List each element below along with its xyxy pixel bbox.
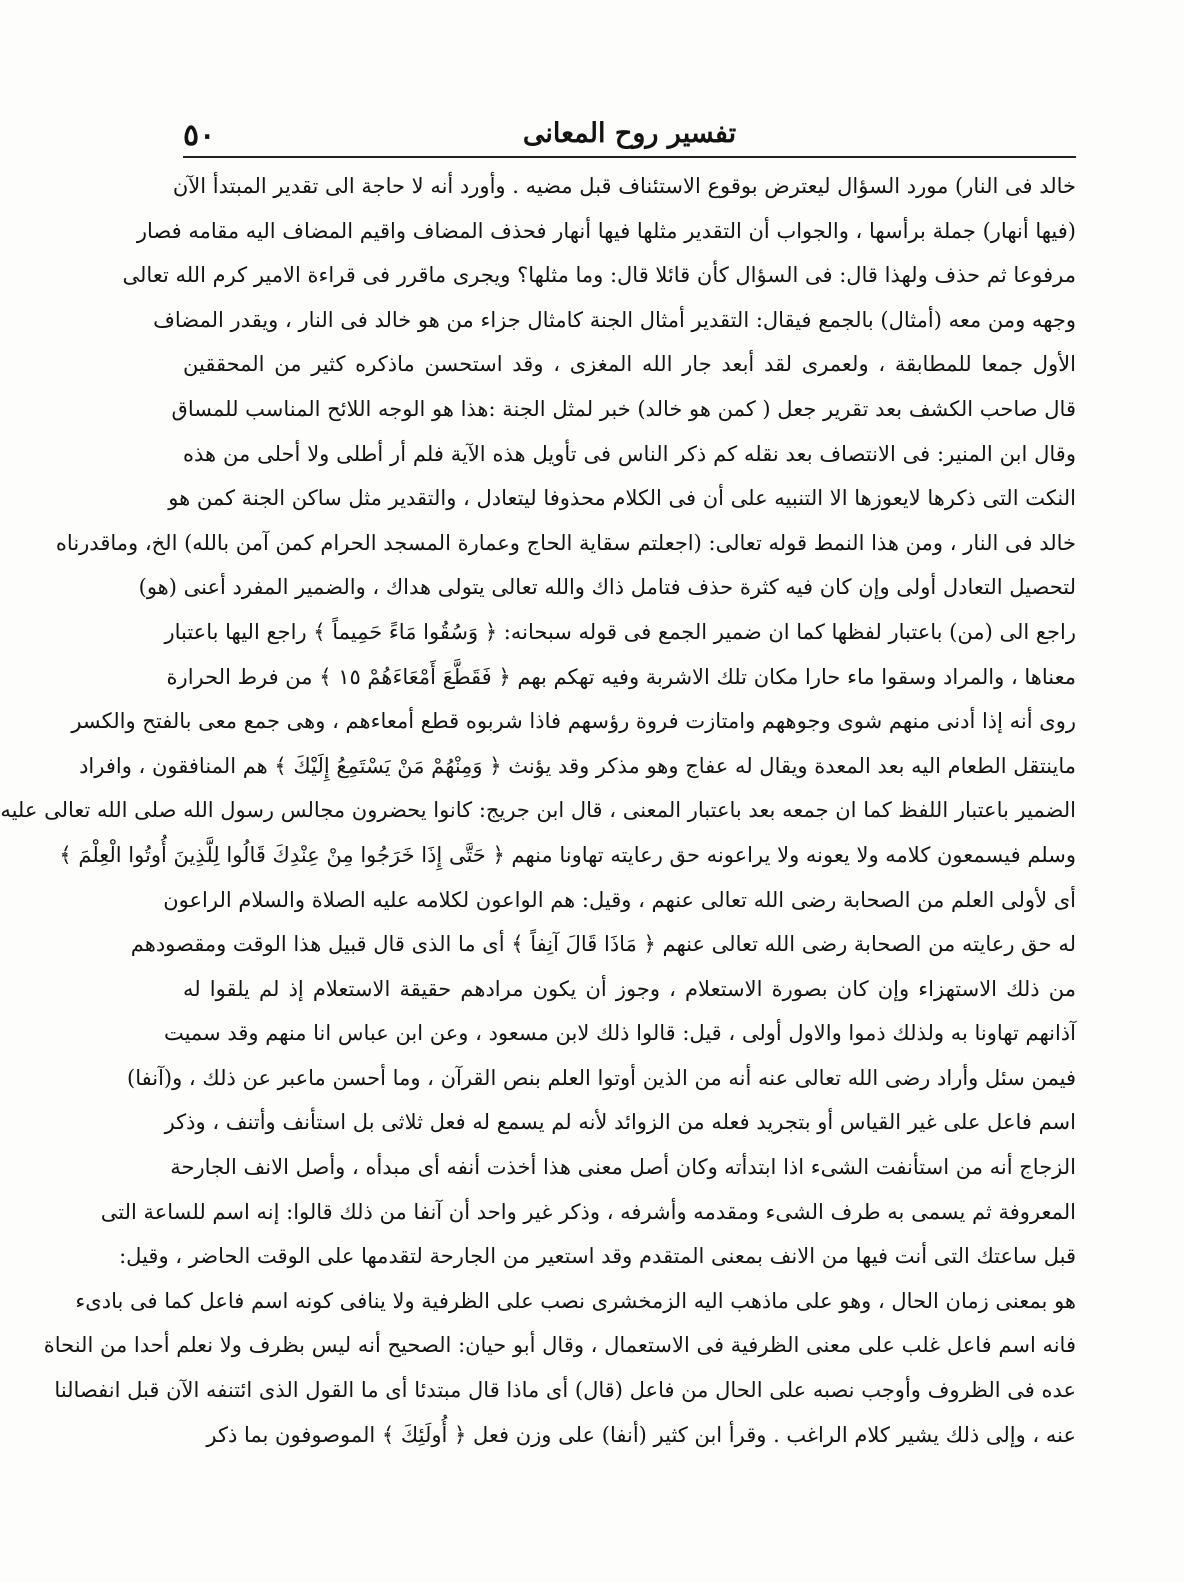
text-line: خالد فى النار ، ومن هذا النمط قوله تعالى: (اجعلتم سقاية الحاج وعمارة المسجد الحرام كمن آمن بالله) الخ، وماقدرناه (55, 530, 1076, 555)
text-line: وقال ابن المنير: فى الانتصاف بعد نقله كم ذكر الناس فى تأويل هذه الآية فلم أر أطلى ولا أحلى من هذه (183, 441, 1076, 466)
text-line: راجع الى (من) باعتبار لفظها كما ان ضمير الجمع فى قوله سبحانه: ﴿ وَسُقُوا مَاءً حَمِيماً ﴾ راجع اليها باعتبار (164, 619, 1076, 644)
text-line: أى لأولى العلم من الصحابة رضى الله تعالى عنهم ، وقيل: هم الواعون لكلامه عليه الصلاة والسلام الراعون (163, 887, 1076, 912)
text-line: اسم فاعل على غير القياس أو بتجريد فعله من الزوائد لأنه لم يسمع له فعل ثلاثى بل استأنف وأتنف ، وذكر (164, 1110, 1076, 1135)
text-line: من ذلك الاستهزاء وإن كان بصورة الاستعلام ، وجوز أن يكون مرادهم حقيقة الاستعلام إذ لم يلقوا له (183, 976, 1076, 1001)
text-line: فيمن سئل وأراد رضى الله تعالى عنه أنه من الذين أوتوا العلم بنص القرآن ، وما أحسن ماعبر عن ذلك ، و(آنفا) (127, 1065, 1076, 1090)
page-header (183, 112, 1076, 158)
text-line: آذانهم تهاونا به ولذلك ذموا والاول أولى ، قيل: قالوا ذلك لابن مسعود ، وعن ابن عباس انا منهم وقد سميت (163, 1021, 1076, 1046)
text-line: لتحصيل التعادل أولى وإن كان فيه كثرة حذف فتامل ذاك والله تعالى يتولى هداك ، والضمير المفرد أعنى (هو) (138, 575, 1076, 600)
text-line: الأول جمعا للمطابقة ، ولعمرى لقد أبعد جار الله المغزى ، وقد استحسن ماذكره كثير من المحققين (183, 352, 1076, 377)
text-line: خالد فى النار) مورد السؤال ليعترض بوقوع الاستئناف قبل مضيه . وأورد أنه لا حاجة الى تقدير المبتدأ الآن (172, 174, 1076, 198)
text-line: معناها ، والمراد وسقوا ماء حارا مكان تلك الاشربة وفيه تهكم بهم ﴿ فَقَطَّعَ أَمْعَاءَهُمْ ١٥ ﴾ من فرط الحرارة (166, 664, 1076, 689)
text-line: هو بمعنى زمان الحال ، وهو على ماذهب اليه الزمخشرى نصب على الظرفية ولا ينافى كونه اسم فاعل كما فى بادىء (75, 1288, 1076, 1313)
text-line: المعروفة ثم يسمى به طرف الشىء ومقدمه وأشرفه ، وذكر غير واحد أن آنفا من ذلك قالوا: إنه اسم للساعة التى (100, 1199, 1076, 1224)
text-line: مرفوعا ثم حذف ولهذا قال: فى السؤال كأن قائلا قال: وما مثلها؟ ويجرى ماقرر فى قراءة الامير كرم الله تعالى (122, 263, 1076, 288)
text-line: عده فى الظروف وأوجب نصبه على الحال من فاعل (قال) أى ماذا قال مبتدئا أى ما القول الذى ائتنفه الآن قبل انفصالنا (54, 1378, 1076, 1403)
text-line: الزجاج أنه من استأنفت الشىء اذا ابتدأته وكان أصل معنى هذا أخذت أنفه أى مبدأه ، وأصل الانف الجارحة (170, 1155, 1076, 1180)
page-number: ٥٠ (183, 118, 216, 153)
text-line: روى أنه إذا أدنى منهم شوى وجوههم وامتازت فروة رؤسهم فاذا شربوه قطع أمعاءهم ، وهى جمع معى بالفتح والكسر (71, 709, 1076, 734)
text-line: عنه ، وإلى ذلك يشير كلام الراغب . وقرأ ابن كثير (أنفا) على وزن فعل ﴿ أُولَئِكَ ﴾ الموصوفون بما ذكر (206, 1422, 1076, 1447)
text-line: وسلم فيسمعون كلامه ولا يعونه ولا يراعونه حق رعايته تهاونا منهم ﴿ حَتَّى إِذَا خَرَجُوا مِنْ عِنْدِكَ قَالُوا لِلَّذِينَ أُوتُوا الْعِلْمَ ﴾ (59, 842, 1076, 867)
text-line: الضمير باعتبار اللفظ كما ان جمعه بعد باعتبار المعنى ، قال ابن جريج: كانوا يحضرون مجالس رسول الله صلى الله تعالى عليه (0, 798, 1076, 823)
text-line: قبل ساعتك التى أنت فيها من الانف بمعنى المتقدم وقد استعير من الجارحة لتقدمها على الوقت الحاضر ، وقيل: (119, 1244, 1076, 1269)
text-line: (فيها أنهار) جملة برأسها ، والجواب أن التقدير مثلها فيها أنهار فحذف المضاف واقيم المضاف اليه مقامه فصار (136, 218, 1076, 243)
text-line: قال صاحب الكشف بعد تقرير جعل ( كمن هو خالد) خبر لمثل الجنة :هذا هو الوجه اللائح المناسب للمساق (171, 396, 1076, 421)
text-line: له حق رعايته من الصحابة رضى الله تعالى عنهم ﴿ مَاذَا قَالَ آنِفاً ﴾ أى ما الذى قال قبيل هذا الوقت ومقصودهم (130, 932, 1076, 957)
body-text (0, 164, 1076, 1457)
running-title: تفسير روح المعانى (522, 118, 737, 149)
text-line: فانه اسم فاعل غلب على معنى الظرفية فى الاستعمال ، وقال أبو حيان: الصحيح أنه ليس بظرف ولا نعلم أحدا من النحاة (43, 1333, 1076, 1358)
text-line: وجهه ومن معه (أمثال) بالجمع فيقال: التقدير أمثال الجنة كامثال جزاء من هو خالد فى النار ، ويقدر المضاف (153, 307, 1076, 332)
text-line: النكت التى ذكرها لايعوزها الا التنبيه على أن فى الكلام محذوفا ليتعادل ، والتقدير مثل ساكن الجنة كمن هو (168, 486, 1076, 511)
text-line: ماينتقل الطعام اليه بعد المعدة ويقال له عفاج وهو مذكر وقد يؤنث ﴿ وَمِنْهُمْ مَنْ يَسْتَمِعُ إِلَيْكَ ﴾ هم المنافقون ، وافراد (79, 753, 1076, 778)
